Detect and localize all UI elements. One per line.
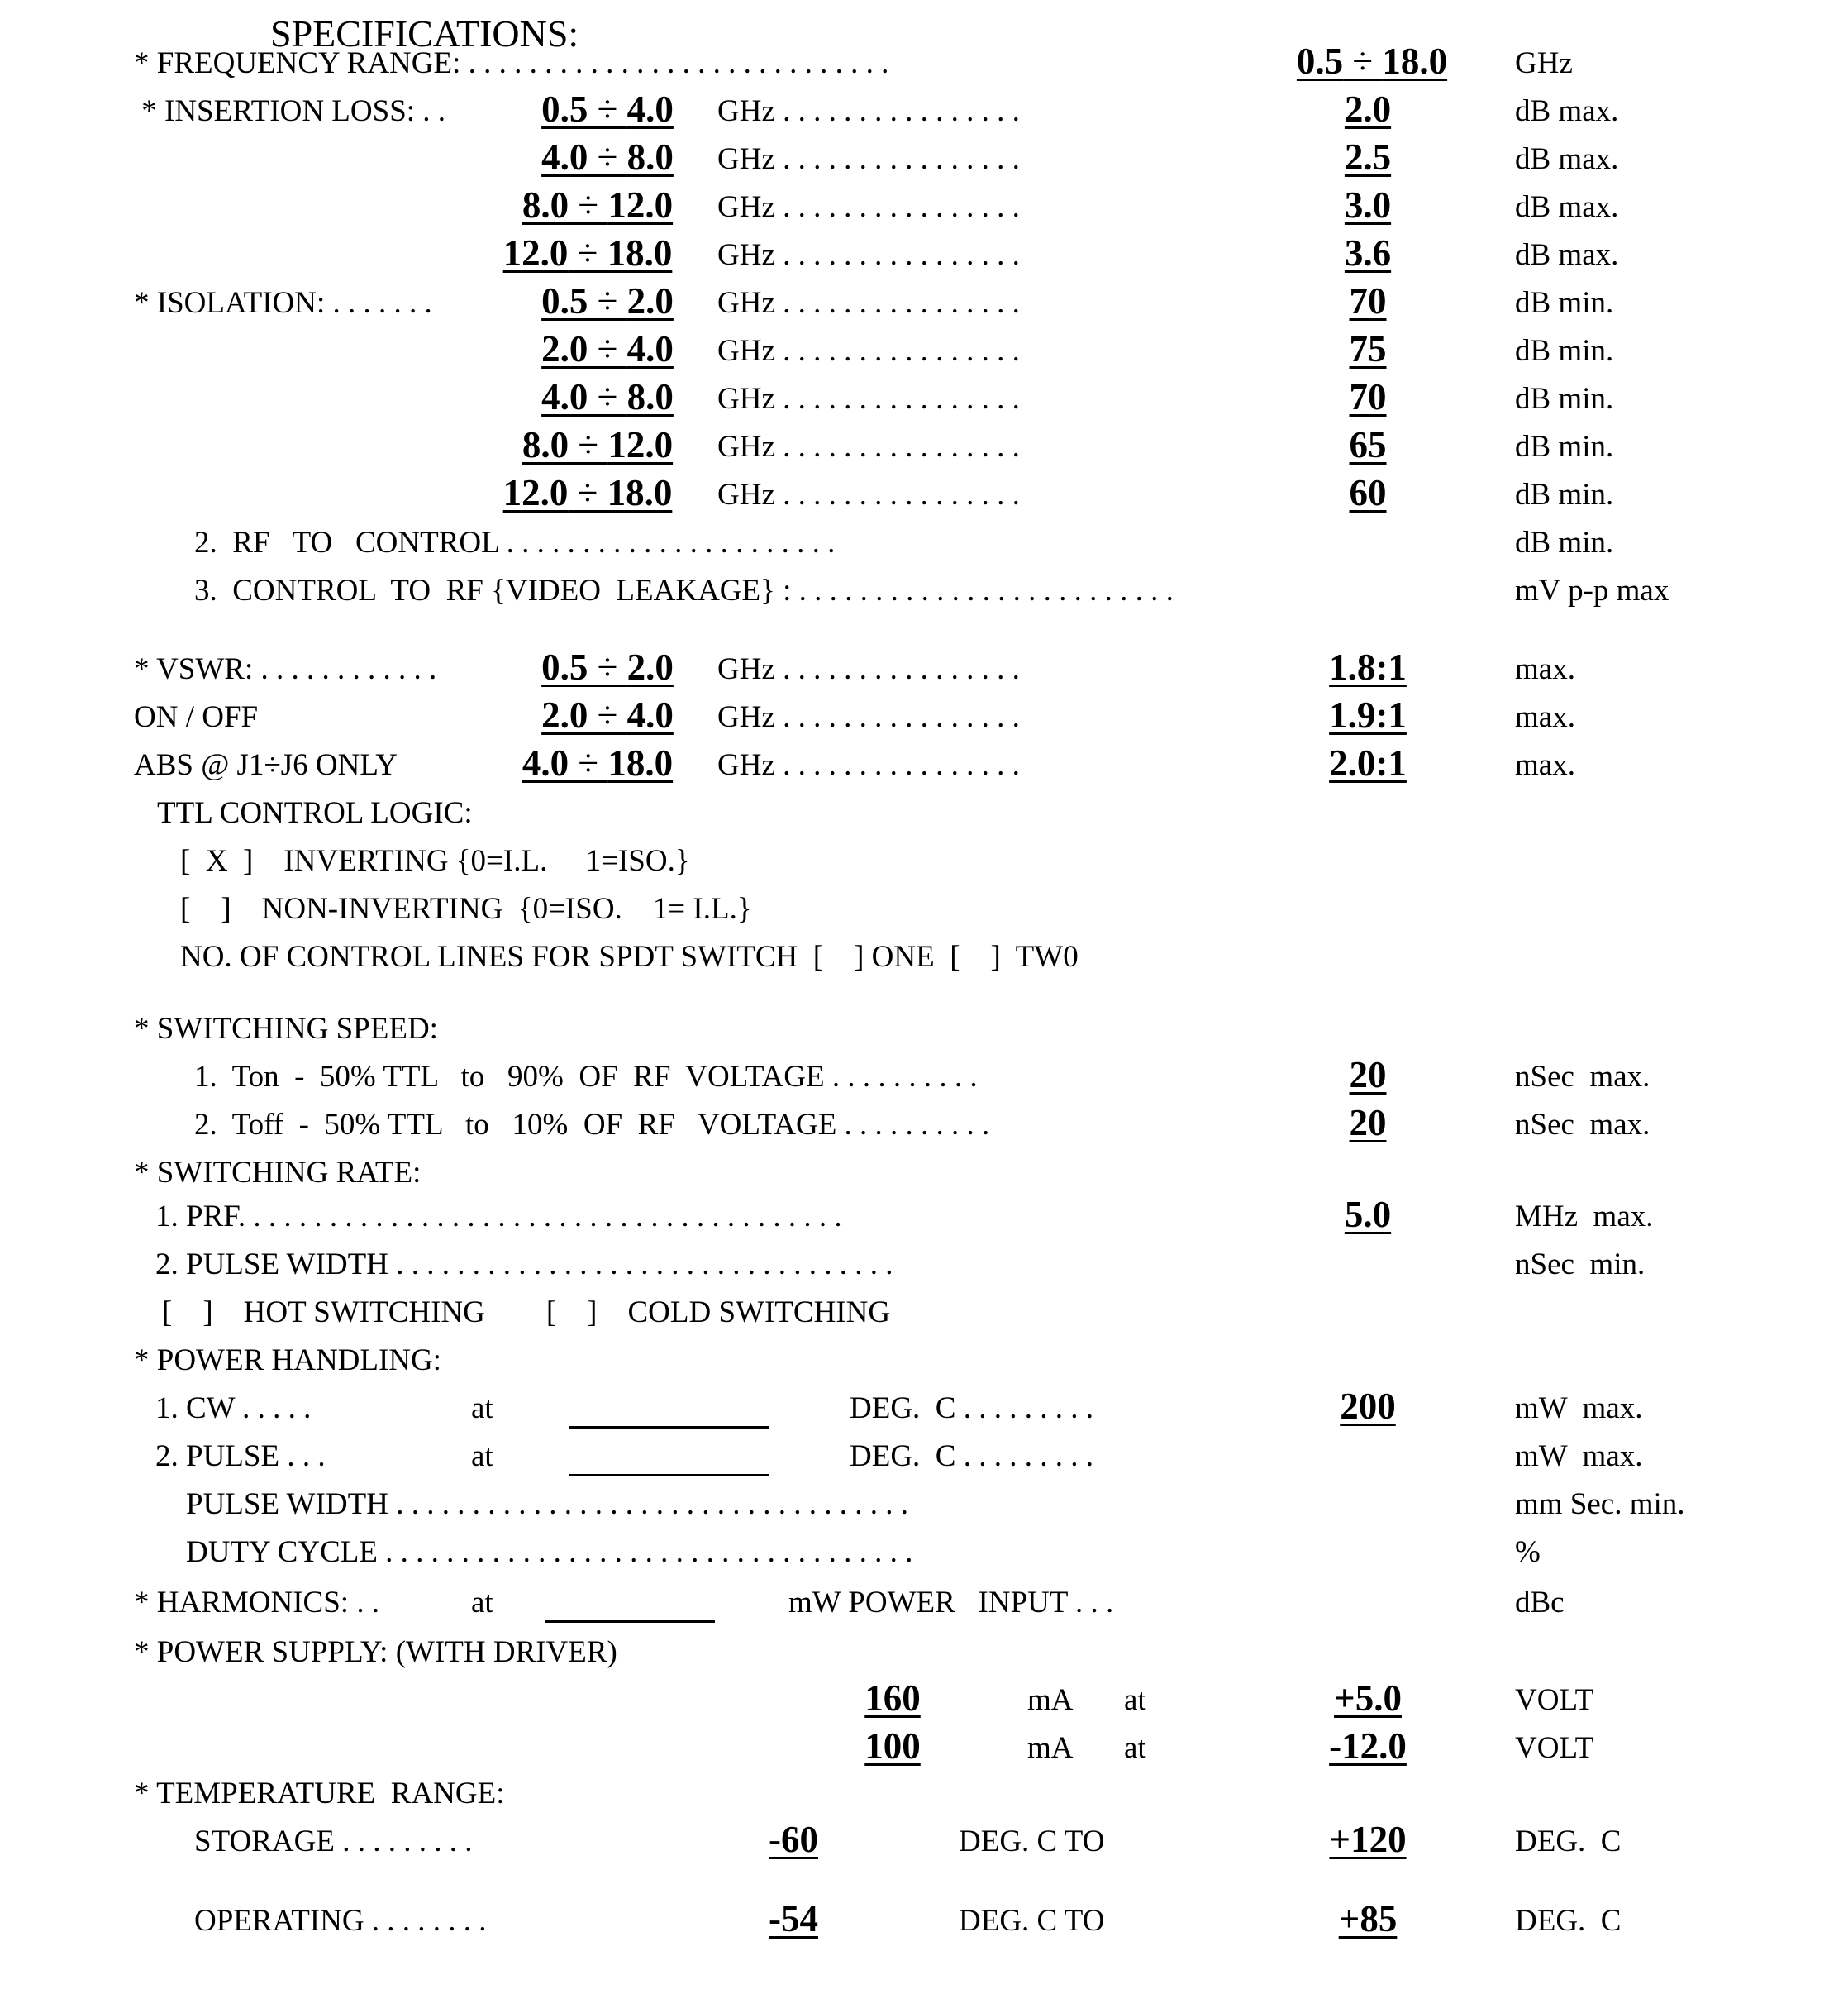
il-3-value: 3.0 <box>1344 184 1392 226</box>
ton-label: 1. Ton - 50% TTL to 90% OF RF VOLTAGE . . . . . . . . . . <box>194 1060 978 1094</box>
iso-2-value: 75 <box>1349 328 1387 370</box>
duty-cycle-label: DUTY CYCLE . . . . . . . . . . . . . . . . . . . . . . . . . . . . . . . . . . . <box>186 1535 913 1569</box>
pulse-blank-line[interactable] <box>569 1474 769 1476</box>
vswr-3-value: 2.0:1 <box>1329 742 1407 784</box>
pulse-width-unit: nSec min. <box>1515 1247 1646 1281</box>
harmonics-label: * HARMONICS: . . <box>134 1586 380 1619</box>
iso-3-freq-unit: GHz . . . . . . . . . . . . . . . . <box>717 382 1020 416</box>
freq-range-range: 0.5 ÷ 18.0 <box>1296 41 1448 82</box>
cw-at: at <box>471 1391 493 1425</box>
iso-4-freq: 8.0 ÷ 12.0 <box>522 424 674 465</box>
video-leak-label: 3. CONTROL TO RF {VIDEO LEAKAGE} : . . . . . . . . . . . . . . . . . . . . . . . . . <box>194 574 1174 608</box>
vswr-1-label: * VSWR: . . . . . . . . . . . . <box>134 652 437 686</box>
power-supply-label: * POWER SUPPLY: (WITH DRIVER) <box>134 1635 617 1669</box>
il-1-freq: 0.5 ÷ 4.0 <box>541 88 674 130</box>
vswr-2-label: ON / OFF <box>134 700 259 734</box>
vswr-3-freq-unit: GHz . . . . . . . . . . . . . . . . <box>717 748 1020 782</box>
il-2-value: 2.5 <box>1344 136 1392 178</box>
prf-unit: MHz max. <box>1515 1200 1654 1233</box>
iso-1-label: * ISOLATION: . . . . . . . <box>134 286 432 320</box>
inverting-label: [ X ] INVERTING {0=I.L. 1=ISO.} <box>180 844 690 878</box>
vswr-3-freq: 4.0 ÷ 18.0 <box>522 742 674 784</box>
prf-value: 5.0 <box>1344 1194 1392 1235</box>
storage-mid: DEG. C TO <box>959 1825 1105 1858</box>
iso-4-freq-unit: GHz . . . . . . . . . . . . . . . . <box>717 430 1020 464</box>
storage-low: -60 <box>769 1819 818 1860</box>
iso-5-freq: 12.0 ÷ 18.0 <box>502 472 673 513</box>
hot-cold-label: [ ] HOT SWITCHING [ ] COLD SWITCHING <box>162 1295 891 1329</box>
operating-low: -54 <box>769 1898 818 1939</box>
control-lines-label: NO. OF CONTROL LINES FOR SPDT SWITCH [ ] ONE [ ] TW0 <box>180 940 1079 974</box>
ton-value: 20 <box>1349 1054 1387 1095</box>
ps-1-value: +5.0 <box>1334 1677 1402 1719</box>
iso-1-unit: dB min. <box>1515 286 1614 320</box>
iso-5-unit: dB min. <box>1515 478 1614 512</box>
il-1-label: * INSERTION LOSS: . . <box>134 94 446 128</box>
il-4-freq-unit: GHz . . . . . . . . . . . . . . . . <box>717 238 1020 272</box>
freq-range-unit: GHz <box>1515 46 1573 80</box>
il-3-freq-unit: GHz . . . . . . . . . . . . . . . . <box>717 190 1020 224</box>
ps-2-at: at <box>1124 1731 1146 1765</box>
ps-1-unit: VOLT <box>1515 1683 1594 1717</box>
il-4-unit: dB max. <box>1515 238 1619 272</box>
vswr-3-label: ABS @ J1÷J6 ONLY <box>134 748 398 782</box>
il-1-freq-unit: GHz . . . . . . . . . . . . . . . . <box>717 94 1020 128</box>
operating-label: OPERATING . . . . . . . . <box>194 1904 487 1938</box>
iso-3-freq: 4.0 ÷ 8.0 <box>541 376 674 417</box>
il-4-freq: 12.0 ÷ 18.0 <box>502 232 673 274</box>
ps-1-at: at <box>1124 1683 1146 1717</box>
freq-range-label: * FREQUENCY RANGE: . . . . . . . . . . . . . . . . . . . . . . . . . . . . <box>134 46 889 80</box>
cw-mid: DEG. C . . . . . . . . . <box>850 1391 1093 1425</box>
sw-rate-label: * SWITCHING RATE: <box>134 1156 422 1190</box>
harmonics-mid: mW POWER INPUT . . . <box>788 1586 1114 1619</box>
vswr-2-freq-unit: GHz . . . . . . . . . . . . . . . . <box>717 700 1020 734</box>
duty-cycle-unit: % <box>1515 1535 1541 1569</box>
ttl-logic-label: TTL CONTROL LOGIC: <box>157 796 473 830</box>
cw-value: 200 <box>1340 1386 1396 1427</box>
prf-label: 1. PRF. . . . . . . . . . . . . . . . . . . . . . . . . . . . . . . . . . . . . . . . <box>155 1200 842 1233</box>
cw-blank-line[interactable] <box>569 1426 769 1429</box>
cw-label: 1. CW . . . . . <box>155 1391 312 1425</box>
operating-mid: DEG. C TO <box>959 1904 1105 1938</box>
iso-5-freq-unit: GHz . . . . . . . . . . . . . . . . <box>717 478 1020 512</box>
operating-value: +85 <box>1338 1898 1398 1939</box>
harmonics-unit: dBc <box>1515 1586 1565 1619</box>
ps-2-unit: VOLT <box>1515 1731 1594 1765</box>
il-1-value: 2.0 <box>1344 88 1392 130</box>
ps-1-ma: mA <box>1027 1683 1074 1717</box>
iso-4-unit: dB min. <box>1515 430 1614 464</box>
pulse-width-label: 2. PULSE WIDTH . . . . . . . . . . . . . . . . . . . . . . . . . . . . . . . . . <box>155 1247 893 1281</box>
power-handling-label: * POWER HANDLING: <box>134 1343 442 1377</box>
pulse-at: at <box>471 1439 493 1473</box>
iso-5-value: 60 <box>1349 472 1387 513</box>
ph-pulse-width-label: PULSE WIDTH . . . . . . . . . . . . . . . . . . . . . . . . . . . . . . . . . . <box>186 1487 908 1521</box>
vswr-1-unit: max. <box>1515 652 1575 686</box>
rf-control-unit: dB min. <box>1515 526 1614 560</box>
il-3-freq: 8.0 ÷ 12.0 <box>522 184 674 226</box>
vswr-1-freq-unit: GHz . . . . . . . . . . . . . . . . <box>717 652 1020 686</box>
iso-1-value: 70 <box>1349 280 1387 322</box>
harmonics-blank-line[interactable] <box>545 1620 715 1623</box>
storage-value: +120 <box>1329 1819 1407 1860</box>
iso-3-unit: dB min. <box>1515 382 1614 416</box>
sw-speed-label: * SWITCHING SPEED: <box>134 1012 438 1046</box>
iso-2-unit: dB min. <box>1515 334 1614 368</box>
il-2-freq: 4.0 ÷ 8.0 <box>541 136 674 178</box>
iso-2-freq-unit: GHz . . . . . . . . . . . . . . . . <box>717 334 1020 368</box>
vswr-1-value: 1.8:1 <box>1329 646 1407 688</box>
pulse-label: 2. PULSE . . . <box>155 1439 326 1473</box>
ps-2-current: 100 <box>864 1725 921 1767</box>
ps-1-current: 160 <box>864 1677 921 1719</box>
ph-pulse-width-unit: mm Sec. min. <box>1515 1487 1685 1521</box>
iso-3-value: 70 <box>1349 376 1387 417</box>
vswr-3-unit: max. <box>1515 748 1575 782</box>
il-4-value: 3.6 <box>1344 232 1392 274</box>
iso-4-value: 65 <box>1349 424 1387 465</box>
toff-value: 20 <box>1349 1102 1387 1143</box>
ps-2-value: -12.0 <box>1329 1725 1407 1767</box>
toff-unit: nSec max. <box>1515 1108 1650 1142</box>
il-2-freq-unit: GHz . . . . . . . . . . . . . . . . <box>717 142 1020 176</box>
operating-unit: DEG. C <box>1515 1904 1622 1938</box>
il-1-unit: dB max. <box>1515 94 1619 128</box>
vswr-2-value: 1.9:1 <box>1329 694 1407 736</box>
ton-unit: nSec max. <box>1515 1060 1650 1094</box>
non-inverting-label: [ ] NON-INVERTING {0=ISO. 1= I.L.} <box>180 892 752 926</box>
ps-2-ma: mA <box>1027 1731 1074 1765</box>
storage-unit: DEG. C <box>1515 1825 1622 1858</box>
cw-unit: mW max. <box>1515 1391 1643 1425</box>
il-3-unit: dB max. <box>1515 190 1619 224</box>
rf-control-label: 2. RF TO CONTROL . . . . . . . . . . . . . . . . . . . . . . <box>194 526 836 560</box>
temp-range-label: * TEMPERATURE RANGE: <box>134 1777 505 1810</box>
iso-1-freq: 0.5 ÷ 2.0 <box>541 280 674 322</box>
vswr-2-freq: 2.0 ÷ 4.0 <box>541 694 674 736</box>
iso-1-freq-unit: GHz . . . . . . . . . . . . . . . . <box>717 286 1020 320</box>
pulse-unit: mW max. <box>1515 1439 1643 1473</box>
toff-label: 2. Toff - 50% TTL to 10% OF RF VOLTAGE . . . . . . . . . . <box>194 1108 990 1142</box>
video-leak-unit: mV p-p max <box>1515 574 1669 608</box>
harmonics-at: at <box>471 1586 493 1619</box>
storage-label: STORAGE . . . . . . . . . <box>194 1825 473 1858</box>
il-2-unit: dB max. <box>1515 142 1619 176</box>
iso-2-freq: 2.0 ÷ 4.0 <box>541 328 674 370</box>
vswr-1-freq: 0.5 ÷ 2.0 <box>541 646 674 688</box>
page-title: SPECIFICATIONS: <box>270 12 579 55</box>
vswr-2-unit: max. <box>1515 700 1575 734</box>
pulse-mid: DEG. C . . . . . . . . . <box>850 1439 1093 1473</box>
